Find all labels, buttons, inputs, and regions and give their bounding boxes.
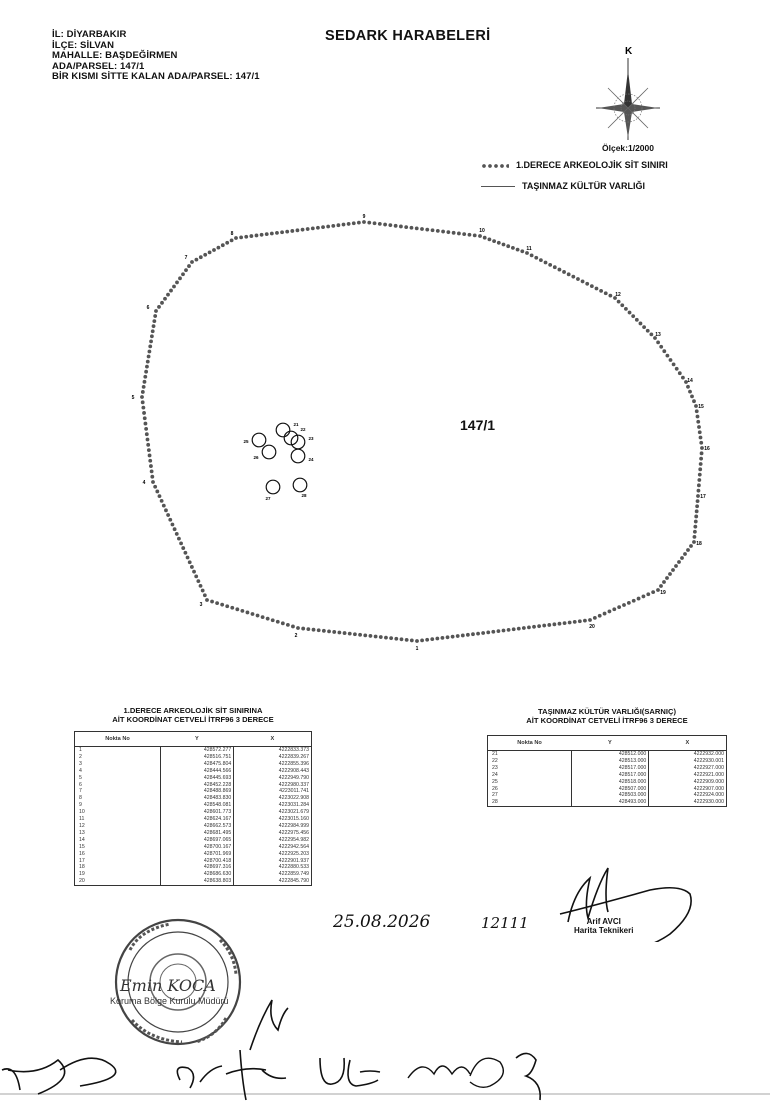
boundary-point-label: 1 bbox=[415, 646, 419, 652]
boundary-point-label: 14 bbox=[687, 378, 693, 384]
x-coordinate-cell: 4223031.284 bbox=[234, 802, 312, 809]
x-coordinate-cell: 4222980.337 bbox=[234, 782, 312, 789]
col-header-point: Nokta No bbox=[75, 732, 161, 747]
x-coordinate-cell: 4222984.999 bbox=[234, 823, 312, 830]
y-coordinate-cell: 428697.316 bbox=[160, 864, 234, 871]
y-coordinate-cell: 428601.773 bbox=[160, 809, 234, 816]
site-boundary-line bbox=[140, 220, 704, 643]
table-row bbox=[75, 871, 312, 878]
x-coordinate-cell: 4222942.564 bbox=[234, 844, 312, 851]
point-number-cell: 9 bbox=[79, 802, 82, 809]
y-coordinate-cell: 428475.804 bbox=[160, 761, 234, 768]
y-coordinate-cell: 428452.228 bbox=[160, 782, 234, 789]
y-coordinate-cell: 428548.081 bbox=[160, 802, 234, 809]
technician-role: Harita Teknikeri bbox=[574, 926, 634, 935]
parcel-text: ADA/PARSEL: 147/1 bbox=[52, 60, 145, 72]
table-row bbox=[488, 758, 727, 765]
boundary-point-label: 20 bbox=[589, 624, 595, 630]
point-number-cell: 7 bbox=[79, 788, 82, 795]
table-row bbox=[75, 837, 312, 844]
point-number-cell: 20 bbox=[79, 878, 85, 885]
col-header-y: Y bbox=[160, 732, 234, 747]
y-coordinate-cell: 428681.495 bbox=[160, 830, 234, 837]
boundary-point-label: 6 bbox=[146, 305, 150, 311]
y-coordinate-cell: 428697.065 bbox=[160, 837, 234, 844]
x-coordinate-cell: 4222839.267 bbox=[234, 754, 312, 761]
x-coordinate-cell: 4222901.937 bbox=[234, 858, 312, 865]
parcel-label: 147/1 bbox=[460, 417, 496, 433]
x-coordinate-cell: 4222921.000 bbox=[649, 772, 727, 779]
table-row bbox=[488, 792, 727, 799]
boundary-point-labels bbox=[132, 214, 710, 652]
table-row bbox=[75, 768, 312, 775]
boundary-point-label: 12 bbox=[615, 292, 621, 298]
point-number-cell: 11 bbox=[79, 816, 85, 823]
point-number-cell: 27 bbox=[492, 792, 498, 799]
cistern-label: 22 bbox=[300, 427, 306, 432]
boundary-point-label: 17 bbox=[700, 494, 706, 500]
boundary-point-label: 10 bbox=[479, 228, 485, 234]
table-row bbox=[75, 747, 312, 754]
boundary-point-label: 7 bbox=[184, 255, 188, 261]
x-coordinate-cell: 4222859.749 bbox=[234, 871, 312, 878]
point-number-cell: 3 bbox=[79, 760, 82, 767]
y-coordinate-cell: 428517.000 bbox=[571, 772, 649, 779]
cistern-label: 26 bbox=[253, 455, 259, 460]
col-header-x: X bbox=[649, 736, 727, 751]
y-coordinate-cell: 428517.000 bbox=[571, 765, 649, 772]
boundary-point-label: 19 bbox=[660, 590, 666, 596]
x-coordinate-cell: 4222932.000 bbox=[649, 751, 727, 758]
y-coordinate-cell: 428701.969 bbox=[160, 851, 234, 858]
boundary-point-label: 15 bbox=[698, 404, 704, 410]
point-number-cell: 21 bbox=[492, 751, 498, 757]
point-number-cell: 5 bbox=[79, 774, 82, 781]
x-coordinate-cell: 4222924.000 bbox=[649, 792, 727, 799]
boundary-point-label: 18 bbox=[696, 541, 702, 547]
table-row bbox=[75, 761, 312, 768]
table-row bbox=[75, 851, 312, 858]
x-coordinate-cell: 4222908.443 bbox=[234, 768, 312, 775]
x-coordinate-cell: 4222930.001 bbox=[649, 758, 727, 765]
legend-site-boundary-label: 1.DERECE ARKEOLOJİK SİT SINIRI bbox=[516, 160, 668, 170]
cistern-table-title-line1: TAŞINMAZ KÜLTÜR VARLIĞI(SARNIÇ) bbox=[538, 707, 676, 716]
point-number-cell: 2 bbox=[79, 753, 82, 760]
point-number-cell: 12 bbox=[79, 822, 85, 829]
x-coordinate-cell: 4222909.000 bbox=[649, 779, 727, 786]
x-coordinate-cell: 4223015.160 bbox=[234, 816, 312, 823]
site-coordinate-table bbox=[74, 731, 312, 886]
table-row bbox=[75, 788, 312, 795]
cistern-coordinate-table bbox=[487, 735, 727, 807]
y-coordinate-cell: 428445.693 bbox=[160, 775, 234, 782]
legend-cultural-asset-label: TAŞINMAZ KÜLTÜR VARLIĞI bbox=[522, 181, 645, 191]
cistern-label: 27 bbox=[265, 496, 271, 501]
table-row bbox=[75, 858, 312, 865]
x-coordinate-cell: 4223011.741 bbox=[234, 788, 312, 795]
boundary-point-label: 13 bbox=[655, 332, 661, 338]
site-table-title-line2: AİT KOORDİNAT CETVELİ İTRF96 3 DERECE bbox=[112, 715, 274, 724]
cistern-circle bbox=[276, 423, 290, 437]
technician-name: Arif AVCI bbox=[586, 917, 621, 926]
cistern-markers bbox=[243, 422, 314, 501]
province-text: İL: DİYARBAKIR bbox=[52, 29, 127, 40]
y-coordinate-cell: 428503.000 bbox=[571, 792, 649, 799]
boundary-point-label: 4 bbox=[142, 480, 146, 486]
signature-date: 25.08.2026 bbox=[333, 912, 431, 932]
x-coordinate-cell: 4222855.396 bbox=[234, 761, 312, 768]
x-coordinate-cell: 4223021.679 bbox=[234, 809, 312, 816]
point-number-cell: 25 bbox=[492, 778, 498, 785]
y-coordinate-cell: 428516.751 bbox=[160, 754, 234, 761]
point-number-cell: 13 bbox=[79, 829, 85, 836]
point-number-cell: 23 bbox=[492, 764, 498, 771]
cistern-circle bbox=[291, 449, 305, 463]
stamp-officer-role: Koruma Bölge Kurulu Müdürü bbox=[110, 996, 229, 1006]
table-row bbox=[488, 751, 727, 758]
x-coordinate-cell: 4222925.203 bbox=[234, 851, 312, 858]
boundary-point-label: 3 bbox=[199, 602, 203, 608]
x-coordinate-cell: 4222927.000 bbox=[649, 765, 727, 772]
y-coordinate-cell: 428513.000 bbox=[571, 758, 649, 765]
x-coordinate-cell: 4222833.373 bbox=[234, 747, 312, 754]
district-text: İLÇE: SİLVAN bbox=[52, 39, 115, 51]
technician-block bbox=[574, 917, 633, 935]
neighborhood-text: MAHALLE: BAŞDEĞİRMEN bbox=[52, 50, 178, 62]
x-coordinate-cell: 4223022.908 bbox=[234, 795, 312, 802]
point-number-cell: 19 bbox=[79, 871, 85, 878]
signature-number: 12111 bbox=[481, 914, 529, 932]
point-number-cell: 18 bbox=[79, 864, 85, 871]
table-row bbox=[75, 754, 312, 761]
point-number-cell: 1 bbox=[79, 747, 82, 753]
point-number-cell: 6 bbox=[79, 781, 82, 788]
table-row bbox=[75, 830, 312, 837]
point-number-cell: 26 bbox=[492, 785, 498, 792]
point-number-cell: 8 bbox=[79, 795, 82, 802]
table-row bbox=[488, 799, 727, 806]
boundary-point-label: 11 bbox=[526, 246, 532, 252]
table-row bbox=[488, 779, 727, 786]
boundary-point-label: 16 bbox=[704, 446, 710, 452]
y-coordinate-cell: 428507.000 bbox=[571, 786, 649, 793]
boundary-point-label: 9 bbox=[362, 214, 366, 220]
cistern-circle bbox=[266, 480, 280, 494]
cistern-label: 25 bbox=[243, 439, 249, 444]
cistern-circle bbox=[252, 433, 266, 447]
cistern-label: 24 bbox=[308, 457, 314, 462]
scale-label: Ölçek:1/2000 bbox=[602, 143, 654, 153]
map-title: SEDARK HARABELERİ bbox=[325, 28, 491, 44]
partial-parcel-text: BİR KISMI SİTTE KALAN ADA/PARSEL: 147/1 bbox=[52, 71, 260, 83]
table-row bbox=[488, 786, 727, 793]
table-row bbox=[488, 765, 727, 772]
x-coordinate-cell: 4222907.000 bbox=[649, 786, 727, 793]
y-coordinate-cell: 428638.803 bbox=[160, 878, 234, 885]
y-coordinate-cell: 428700.167 bbox=[160, 844, 234, 851]
x-coordinate-cell: 4222954.982 bbox=[234, 837, 312, 844]
y-coordinate-cell: 428572.277 bbox=[160, 747, 234, 754]
y-coordinate-cell: 428518.000 bbox=[571, 779, 649, 786]
point-number-cell: 10 bbox=[79, 809, 85, 816]
north-label: K bbox=[625, 46, 633, 57]
y-coordinate-cell: 428444.566 bbox=[160, 768, 234, 775]
table-row bbox=[75, 823, 312, 830]
table-row bbox=[75, 844, 312, 851]
table-row bbox=[75, 795, 312, 802]
boundary-point-label: 2 bbox=[294, 633, 298, 639]
cistern-label: 23 bbox=[308, 436, 314, 441]
x-coordinate-cell: 4222845.790 bbox=[234, 878, 312, 885]
boundary-point-label: 8 bbox=[230, 231, 234, 237]
col-header-y: Y bbox=[571, 736, 649, 751]
x-coordinate-cell: 4222949.790 bbox=[234, 775, 312, 782]
col-header-point: Nokta No bbox=[488, 736, 572, 751]
table-row bbox=[75, 864, 312, 871]
y-coordinate-cell: 428493.000 bbox=[571, 799, 649, 806]
point-number-cell: 17 bbox=[79, 857, 85, 864]
stamp-officer-name: Emin KOCA bbox=[120, 976, 216, 995]
x-coordinate-cell: 4222880.533 bbox=[234, 864, 312, 871]
boundary-point-label: 5 bbox=[131, 395, 135, 401]
point-number-cell: 22 bbox=[492, 757, 498, 764]
cistern-label: 21 bbox=[293, 422, 299, 427]
cistern-circle bbox=[262, 445, 276, 459]
point-number-cell: 16 bbox=[79, 850, 85, 857]
table-row bbox=[75, 782, 312, 789]
y-coordinate-cell: 428512.000 bbox=[571, 751, 649, 758]
table-row bbox=[75, 775, 312, 782]
point-number-cell: 24 bbox=[492, 771, 498, 778]
point-number-cell: 15 bbox=[79, 843, 85, 850]
x-coordinate-cell: 4222975.456 bbox=[234, 830, 312, 837]
table-row bbox=[488, 772, 727, 779]
site-table-title bbox=[70, 706, 316, 724]
table-row bbox=[75, 816, 312, 823]
y-coordinate-cell: 428624.167 bbox=[160, 816, 234, 823]
cistern-circle bbox=[293, 478, 307, 492]
y-coordinate-cell: 428488.869 bbox=[160, 788, 234, 795]
point-number-cell: 4 bbox=[79, 767, 82, 774]
cistern-table-title-line2: AİT KOORDİNAT CETVELİ İTRF96 3 DERECE bbox=[526, 716, 688, 725]
point-number-cell: 28 bbox=[492, 799, 498, 806]
y-coordinate-cell: 428686.630 bbox=[160, 871, 234, 878]
table-row bbox=[75, 809, 312, 816]
y-coordinate-cell: 428483.830 bbox=[160, 795, 234, 802]
y-coordinate-cell: 428662.573 bbox=[160, 823, 234, 830]
y-coordinate-cell: 428700.418 bbox=[160, 858, 234, 865]
point-number-cell: 14 bbox=[79, 836, 85, 843]
site-table-title-line1: 1.DERECE ARKEOLOJİK SİT SINIRINA bbox=[123, 706, 263, 715]
cistern-label: 28 bbox=[301, 493, 307, 498]
cistern-table-title bbox=[484, 707, 730, 725]
col-header-x: X bbox=[234, 732, 312, 747]
committee-signatures bbox=[0, 1040, 770, 1104]
x-coordinate-cell: 4222930.000 bbox=[649, 799, 727, 806]
table-row bbox=[75, 802, 312, 809]
table-row bbox=[75, 878, 312, 885]
